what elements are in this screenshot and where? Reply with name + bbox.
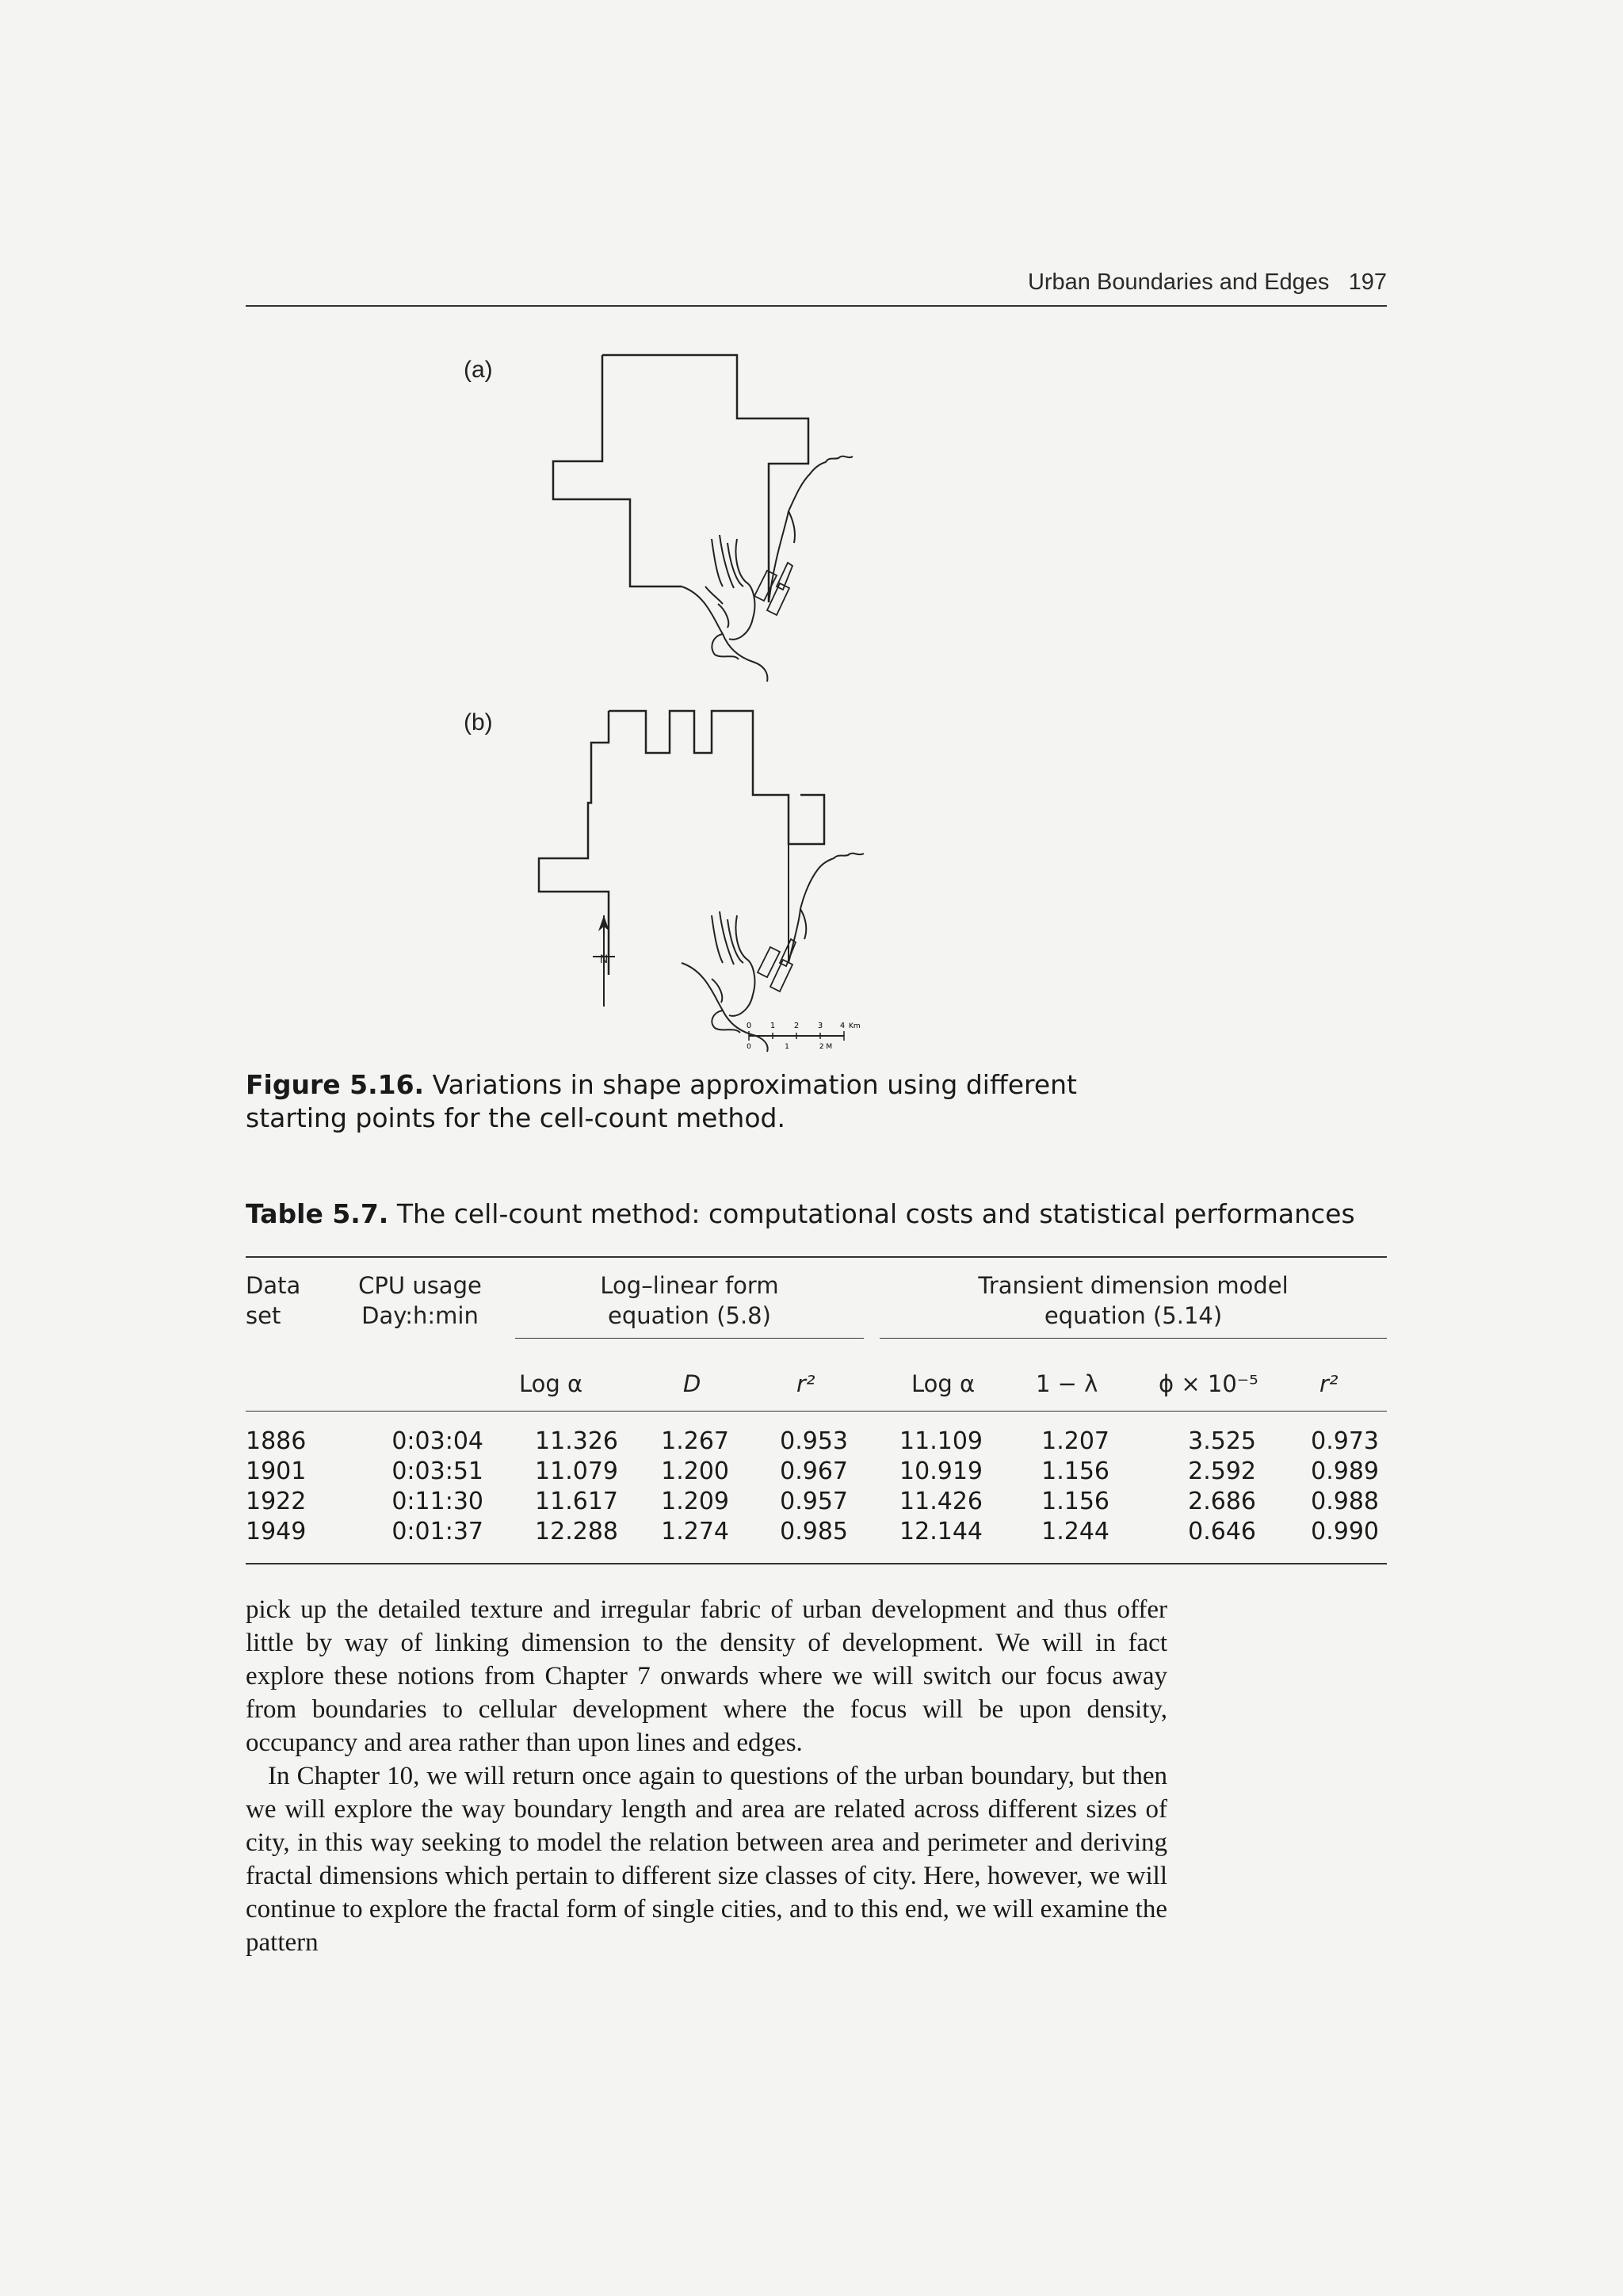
table-cell: 0:03:51 [391, 1457, 483, 1485]
boundary-outline-a [553, 355, 808, 602]
table-cell: 0:11:30 [391, 1488, 483, 1515]
figure-caption-text: Variations in shape approximation using different starting points for the cell-count method. [246, 1069, 1077, 1133]
th-d: D [683, 1370, 701, 1397]
table-cell: 0:01:37 [391, 1518, 483, 1545]
table-title [246, 1198, 1387, 1230]
table-cell: 0.990 [1311, 1518, 1379, 1545]
th-data-set: Data set [246, 1272, 301, 1329]
table-cell: 1.274 [661, 1518, 729, 1545]
table-label: Table 5.7. [246, 1198, 389, 1229]
table-cell: 11.617 [535, 1488, 618, 1515]
th-r2-transient: r² [1319, 1370, 1338, 1397]
header-rule [246, 305, 1387, 307]
th-log-alpha-transient: Log α [911, 1370, 976, 1397]
th-loglinear: Log–linear form equation (5.8) [600, 1272, 779, 1329]
table-cell: 2.686 [1188, 1488, 1256, 1515]
panel-a-label: (a) [464, 357, 493, 383]
table-cell: 0.953 [780, 1427, 848, 1455]
table-bottom-rule [246, 1563, 1387, 1564]
panel-b-label: (b) [464, 709, 493, 735]
table-cell: 0.957 [780, 1488, 848, 1515]
scale-km-2: 2 [793, 1022, 800, 1030]
table-cell: 1.244 [1041, 1518, 1109, 1545]
scale-mile-2: 2 M [819, 1043, 833, 1051]
table-cell: 1.209 [661, 1488, 729, 1515]
table-cell: 0.646 [1188, 1518, 1256, 1545]
scale-km-4: 4 [839, 1022, 846, 1030]
scale-bar [747, 1022, 861, 1051]
table-cell: 1949 [246, 1518, 307, 1545]
th-cpu-usage: CPU usage Day:h:min [358, 1272, 482, 1329]
body-text [246, 1593, 1167, 1959]
scale-km-unit: Km [849, 1022, 861, 1030]
coastline-a [769, 457, 853, 602]
table-cell: 10.919 [899, 1457, 983, 1485]
paragraph-1: pick up the detailed texture and irregular fabric of urban development and thus offer little by way of linking dimension to the density of development. We will in fact explore these notions from Chapter 7 onwards where we will switch our focus away from boundaries to cellular development where the focus will be upon density, occupancy and area rather than upon lines and edges. [246, 1595, 1167, 1757]
harbour-a [712, 535, 754, 640]
table-cell: 0.967 [780, 1457, 848, 1485]
table-cell: 1.207 [1041, 1427, 1109, 1455]
table-cell: 1.156 [1041, 1457, 1109, 1485]
figure-caption [246, 1068, 1157, 1135]
table-cell: 11.109 [899, 1427, 983, 1455]
scale-mile-1: 1 [785, 1043, 789, 1051]
table-cell: 11.079 [535, 1457, 618, 1485]
table-cell: 0.989 [1311, 1457, 1379, 1485]
th-log-alpha: Log α [519, 1370, 583, 1397]
map-panel-a [515, 349, 959, 682]
table-cell: 11.426 [899, 1488, 983, 1515]
th-transient: Transient dimension model equation (5.14) [978, 1272, 1289, 1329]
table-cell: 0:03:04 [391, 1427, 483, 1455]
north-label: N [599, 953, 609, 966]
table-cell: 12.144 [899, 1518, 983, 1545]
th-r2-loglinear: r² [796, 1370, 815, 1397]
table-cell: 0.973 [1311, 1427, 1379, 1455]
table-title-text: The cell-count method: computational costs and statistical performances [396, 1198, 1355, 1229]
loglinear-group-rule [515, 1338, 864, 1339]
scale-km-1: 1 [769, 1022, 776, 1030]
subheader-rule [246, 1411, 1387, 1412]
figure-caption-label: Figure 5.16. [246, 1069, 425, 1100]
table-cell: 2.592 [1188, 1457, 1256, 1485]
scale-km-0: 0 [746, 1022, 752, 1030]
table-cell: 1886 [246, 1427, 307, 1455]
page-number: 197 [1348, 269, 1387, 295]
table-cell: 1922 [246, 1488, 307, 1515]
running-head [246, 269, 1387, 296]
table-top-rule [246, 1256, 1387, 1258]
table-cell: 0.988 [1311, 1488, 1379, 1515]
transient-group-rule [880, 1338, 1387, 1339]
th-phi: ϕ × 10⁻⁵ [1159, 1370, 1258, 1397]
table-cell: 3.525 [1188, 1427, 1256, 1455]
table-cell: 1.267 [661, 1427, 729, 1455]
north-arrow-icon [593, 915, 615, 1007]
running-head-title: Urban Boundaries and Edges [1027, 269, 1330, 295]
table-cell: 1.156 [1041, 1488, 1109, 1515]
table-cell: 1.200 [661, 1457, 729, 1485]
docks-b [758, 939, 796, 991]
scale-mile-0: 0 [747, 1043, 751, 1051]
coastline-b [789, 844, 864, 963]
th-one-minus-lambda: 1 − λ [1036, 1370, 1098, 1397]
map-panel-b [515, 701, 1006, 1050]
scale-km-3: 3 [817, 1022, 823, 1030]
harbour-b [712, 911, 754, 1016]
table-cell: 0.985 [780, 1518, 848, 1545]
paragraph-2: In Chapter 10, we will return once again to questions of the urban boundary, but then we will explore the way boundary length and area are related across different sizes of city, in this way seeking to model the relation between area and perimeter and deriving fractal dimensions which pertain to different size classes of city. Here, however, we will continue to explore the fractal form of single cities, and to this end, we will examine the pattern [246, 1762, 1167, 1957]
table-cell: 1901 [246, 1457, 307, 1485]
boundary-outline-b [539, 711, 824, 975]
table-cell: 11.326 [535, 1427, 618, 1455]
table-cell: 12.288 [535, 1518, 618, 1545]
